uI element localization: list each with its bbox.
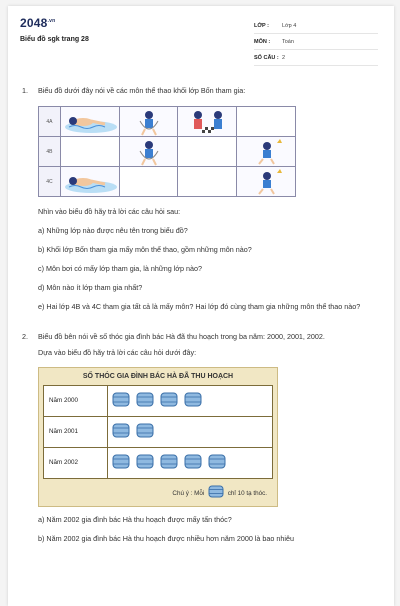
empty-cell: [237, 107, 296, 137]
worksheet-content: [8, 68, 394, 544]
rice-sack-icon: [208, 485, 224, 502]
swimmer-icon: [60, 167, 119, 197]
sack-cell: [108, 417, 273, 448]
chart-row-4a: [39, 107, 296, 137]
rice-sack-icon: [160, 454, 178, 472]
sack-cell: [108, 448, 273, 479]
site-logo[interactable]: [20, 16, 55, 30]
logo-text: 2048: [20, 16, 48, 30]
question-text: Biểu đồ dưới đây nói về các môn thể thao khối lớp Bốn tham gia:: [38, 86, 246, 95]
empty-cell: [178, 137, 237, 167]
question-1: [22, 86, 380, 96]
meta-value: 2: [282, 54, 286, 61]
rice-sack-icon: [184, 454, 202, 472]
note-prefix: Chú ý : Mỗi: [172, 490, 205, 498]
year-label: Năm 2001: [44, 417, 108, 448]
q1-item-e: e) Hai lớp 4B và 4C tham gia tất cả là mấy môn? Hai lớp đó cùng tham gia những môn thể thao nào?: [38, 302, 361, 311]
q1-item-a: a) Những lớp nào được nêu tên trong biểu đồ?: [38, 226, 188, 235]
empty-cell: [60, 137, 119, 167]
rice-sack-icon: [136, 392, 154, 410]
meta-key: SỐ CÂU :: [254, 54, 279, 61]
row-label: 4A: [39, 107, 61, 137]
rice-harvest-chart: [38, 367, 278, 507]
shuttlecock-icon: [237, 137, 296, 167]
jump-rope-icon: [119, 107, 178, 137]
sports-picture-chart: [38, 106, 296, 197]
meta-value: Lớp 4: [282, 22, 297, 29]
empty-cell: [178, 167, 237, 197]
chart-row-4c: [39, 167, 296, 197]
rice-sack-icon: [184, 392, 202, 410]
swimmer-icon: [60, 107, 119, 137]
rice-table: [43, 385, 273, 479]
chart-row: [44, 417, 273, 448]
q2-item-a: a) Năm 2002 gia đình bác Hà thu hoạch được mấy tấn thóc?: [38, 515, 232, 524]
chart-title: SỐ THÓC GIA ĐÌNH BÁC HÀ ĐÃ THU HOẠCH: [82, 373, 234, 380]
worksheet-meta: [254, 18, 378, 66]
meta-row-subject: [254, 34, 378, 50]
meta-row-class: [254, 18, 378, 34]
rice-sack-icon: [112, 423, 130, 441]
chart-row-4b: [39, 137, 296, 167]
chart-note: [43, 479, 273, 504]
sack-cell: [108, 386, 273, 417]
row-label: 4C: [39, 167, 61, 197]
question-text: Biểu đồ bên nói về số thóc gia đình bác Hà đã thu hoạch trong ba năm: 2000, 2001, 2002.: [38, 332, 325, 341]
q1-item-d: d) Môn nào ít lớp tham gia nhất?: [38, 283, 143, 292]
meta-key: MÔN :: [254, 38, 271, 45]
chart-row: [44, 386, 273, 417]
question-number: 1.: [22, 86, 28, 95]
meta-row-count: [254, 50, 378, 66]
rice-sack-icon: [160, 392, 178, 410]
rice-sack-icon: [112, 392, 130, 410]
question-2: [22, 332, 380, 342]
chart-row: [44, 448, 273, 479]
note-suffix: chỉ 10 tạ thóc.: [227, 490, 267, 498]
rice-sack-icon: [112, 454, 130, 472]
q1-intro: Nhìn vào biểu đồ hãy trả lời các câu hỏi sau:: [38, 207, 181, 216]
chess-icon: [178, 107, 237, 137]
q1-item-b: b) Khối lớp Bốn tham gia mấy môn thể thao, gồm những môn nào?: [38, 245, 252, 254]
meta-value: Toán: [282, 38, 294, 45]
page-header: [8, 6, 394, 68]
meta-key: LỚP :: [254, 22, 269, 29]
jump-rope-icon: [119, 137, 178, 167]
shuttlecock-icon: [237, 167, 296, 197]
q2-intro: Dựa vào biểu đồ hãy trả lời các câu hỏi dưới đây:: [38, 348, 197, 357]
empty-cell: [119, 167, 178, 197]
row-label: 4B: [39, 137, 61, 167]
rice-sack-icon: [136, 423, 154, 441]
q2-item-b: b) Năm 2002 gia đình bác Hà thu hoạch được nhiều hơn năm 2000 là bao nhiêu: [38, 534, 294, 543]
question-number: 2.: [22, 332, 28, 341]
document-title: Biểu đồ sgk trang 28: [20, 36, 89, 43]
year-label: Năm 2002: [44, 448, 108, 479]
rice-sack-icon: [208, 454, 226, 472]
worksheet-page: [8, 6, 394, 606]
year-label: Năm 2000: [44, 386, 108, 417]
logo-suffix: .vn: [47, 18, 56, 24]
q1-item-c: c) Môn bơi có mấy lớp tham gia, là những lớp nào?: [38, 264, 202, 273]
rice-sack-icon: [136, 454, 154, 472]
